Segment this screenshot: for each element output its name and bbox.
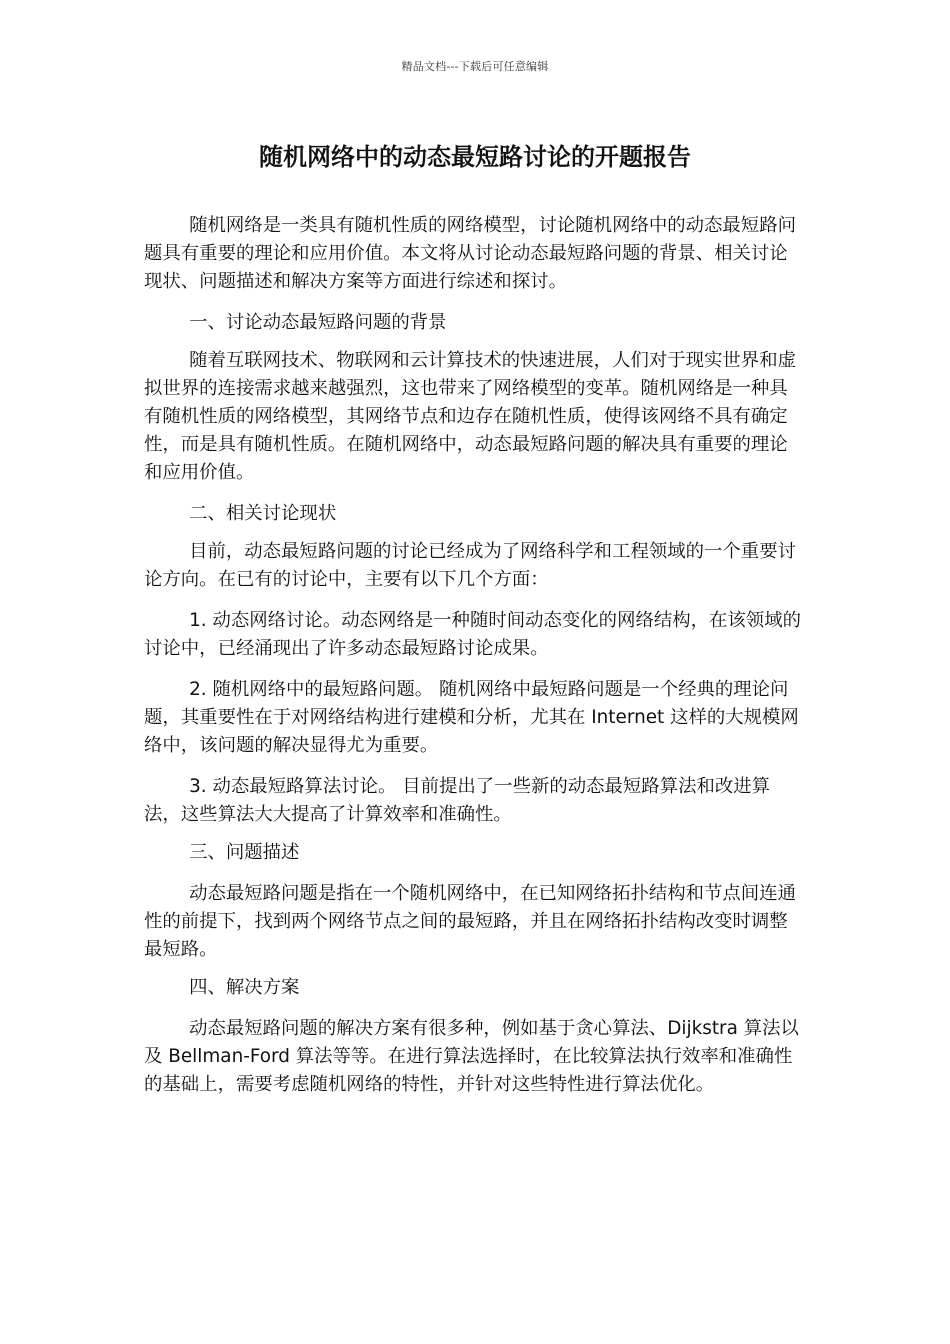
list-item-dynamic-network: 1. 动态网络讨论。动态网络是一种随时间动态变化的网络结构，在该领域的讨论中，已经涌现出了许多动态最短路讨论成果。	[144, 610, 801, 659]
background-paragraph: 随着互联网技术、物联网和云计算技术的快速进展，人们对于现实世界和虚拟世界的连接需求越来越强烈，这也带来了网络模型的变革。随机网络是一种具有随机性质的网络模型，其网络节点和边存在随机性质，使得该网络不具有确定性，而是具有随机性质。在随机网络中，动态最短路问题的解决具有重要的理论和应用价值。	[144, 350, 796, 483]
list-item-algorithms: 3. 动态最短路算法讨论。 目前提出了一些新的动态最短路算法和改进算法，这些算法大大提高了计算效率和准确性。	[144, 776, 771, 825]
status-paragraph: 目前，动态最短路问题的讨论已经成为了网络科学和工程领域的一个重要讨论方向。在已有的讨论中，主要有以下几个方面：	[144, 541, 796, 590]
intro-paragraph: 随机网络是一类具有随机性质的网络模型，讨论随机网络中的动态最短路问题具有重要的理论和应用价值。本文将从讨论动态最短路问题的背景、相关讨论现状、问题描述和解决方案等方面进行综述和探讨。	[144, 215, 796, 292]
section-heading-problem: 三、问题描述	[189, 842, 300, 863]
section-heading-background: 一、讨论动态最短路问题的背景	[189, 312, 447, 333]
problem-paragraph: 动态最短路问题是指在一个随机网络中，在已知网络拓扑结构和节点间连通性的前提下，找到两个网络节点之间的最短路，并且在网络拓扑结构改变时调整最短路。	[144, 883, 796, 960]
list-item-random-network: 2. 随机网络中的最短路问题。 随机网络中最短路问题是一个经典的理论问题，其重要性在于对网络结构进行建模和分析，尤其在 Internet 这样的大规模网络中，该问题的解决显得尤为重要。	[144, 679, 799, 756]
document-body	[144, 212, 806, 1099]
solution-paragraph: 动态最短路问题的解决方案有很多种，例如基于贪心算法、Dijkstra 算法以及 Bellman-Ford 算法等等。在进行算法选择时，在比较算法执行效率和准确性的基础上，需要考虑随机网络的特性，并针对这些特性进行算法优化。	[144, 1018, 799, 1095]
document-title: 随机网络中的动态最短路讨论的开题报告	[259, 143, 691, 171]
section-heading-status: 二、相关讨论现状	[189, 503, 337, 524]
header-note: 精品文档---下载后可任意编辑	[401, 60, 549, 73]
section-heading-solution: 四、解决方案	[189, 977, 300, 998]
